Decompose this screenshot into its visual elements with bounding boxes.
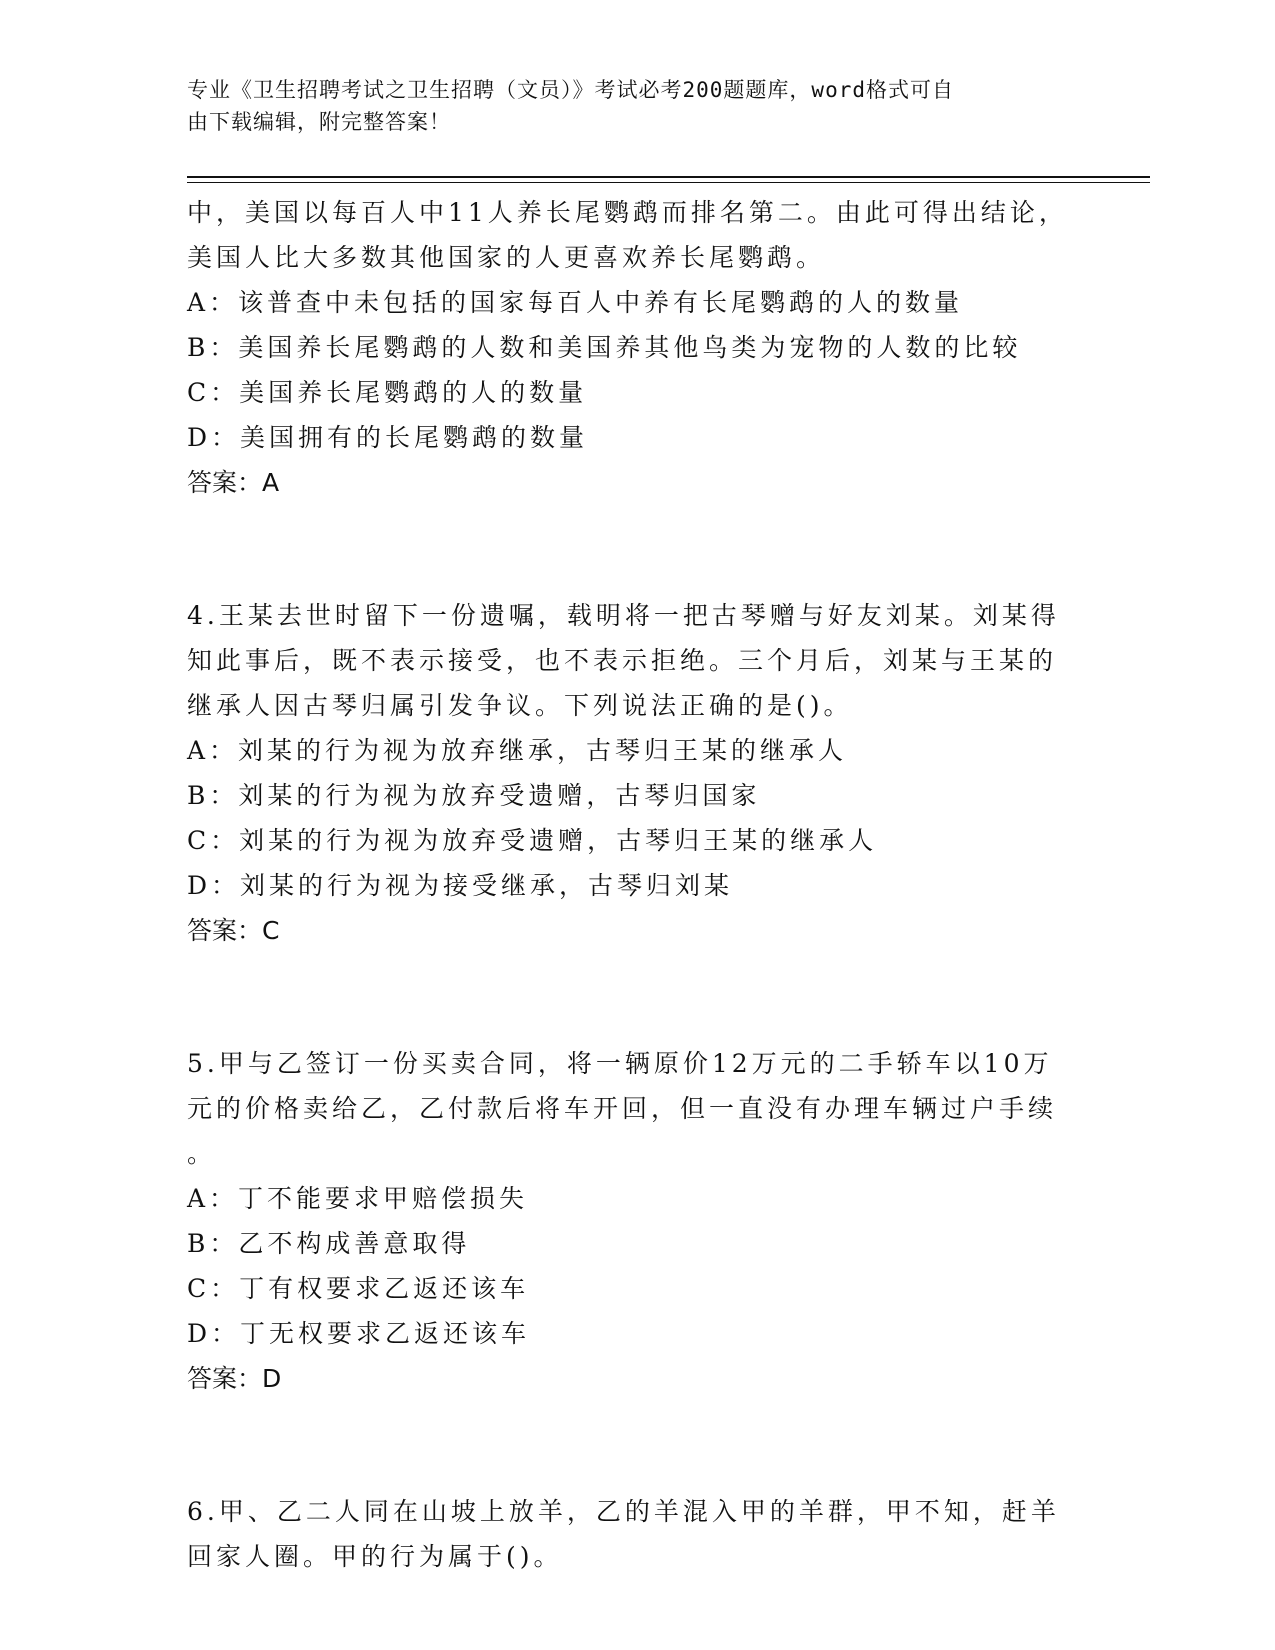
header-rule-thick <box>187 176 1150 178</box>
question-5 <box>187 1041 1067 1401</box>
question-4 <box>187 593 1067 953</box>
answer-line: 答案：A <box>187 468 280 497</box>
question-stem-line: 美国人比大多数其他国家的人更喜欢养长尾鹦鹉。 <box>187 243 826 272</box>
header-line-2: 由下载编辑，附完整答案！ <box>187 110 451 134</box>
option-d: D：美国拥有的长尾鹦鹉的数量 <box>187 423 589 452</box>
document-header <box>187 74 1067 138</box>
option-c: C：丁有权要求乙返还该车 <box>187 1274 530 1303</box>
option-d: D：丁无权要求乙返还该车 <box>187 1319 531 1348</box>
option-a: A：刘某的行为视为放弃继承，古琴归王某的继承人 <box>187 736 848 765</box>
question-stem-line: 5.甲与乙签订一份买卖合同，将一辆原价12万元的二手轿车以10万 <box>187 1049 1053 1078</box>
question-stem-line: 元的价格卖给乙，乙付款后将车开回，但一直没有办理车辆过户手续 <box>187 1094 1058 1123</box>
header-line-1: 专业《卫生招聘考试之卫生招聘（文员）》考试必考200题题库，word格式可自 <box>187 78 954 102</box>
question-stem-line: 继承人因古琴归属引发争议。下列说法正确的是()。 <box>187 691 853 720</box>
question-6 <box>187 1489 1067 1579</box>
question-content <box>187 190 1067 1579</box>
option-a: A：丁不能要求甲赔偿损失 <box>187 1184 529 1213</box>
question-stem-line: 知此事后，既不表示接受，也不表示拒绝。三个月后，刘某与王某的 <box>187 646 1058 675</box>
question-stem-line: 6.甲、乙二人同在山坡上放羊，乙的羊混入甲的羊群，甲不知，赶羊 <box>187 1497 1060 1526</box>
question-stem-line: 。 <box>187 1139 217 1168</box>
option-b: B：美国养长尾鹦鹉的人数和美国养其他鸟类为宠物的人数的比较 <box>187 333 1022 362</box>
option-c: C：美国养长尾鹦鹉的人的数量 <box>187 378 588 407</box>
option-d: D：刘某的行为视为接受继承，古琴归刘某 <box>187 871 734 900</box>
option-b: B：刘某的行为视为放弃受遗赠，古琴归国家 <box>187 781 761 810</box>
option-b: B：乙不构成善意取得 <box>187 1229 471 1258</box>
question-3-continued <box>187 190 1067 505</box>
answer-line: 答案：C <box>187 916 280 945</box>
header-rule-thin <box>187 182 1150 183</box>
option-c: C：刘某的行为视为放弃受遗赠，古琴归王某的继承人 <box>187 826 878 855</box>
question-stem-line: 回家人圈。甲的行为属于()。 <box>187 1542 563 1571</box>
question-stem-line: 4.王某去世时留下一份遗嘱，载明将一把古琴赠与好友刘某。刘某得 <box>187 601 1060 630</box>
question-stem-line: 中，美国以每百人中11人养长尾鹦鹉而排名第二。由此可得出结论， <box>187 198 1068 227</box>
option-a: A：该普查中未包括的国家每百人中养有长尾鹦鹉的人的数量 <box>187 288 964 317</box>
answer-line: 答案：D <box>187 1364 282 1393</box>
